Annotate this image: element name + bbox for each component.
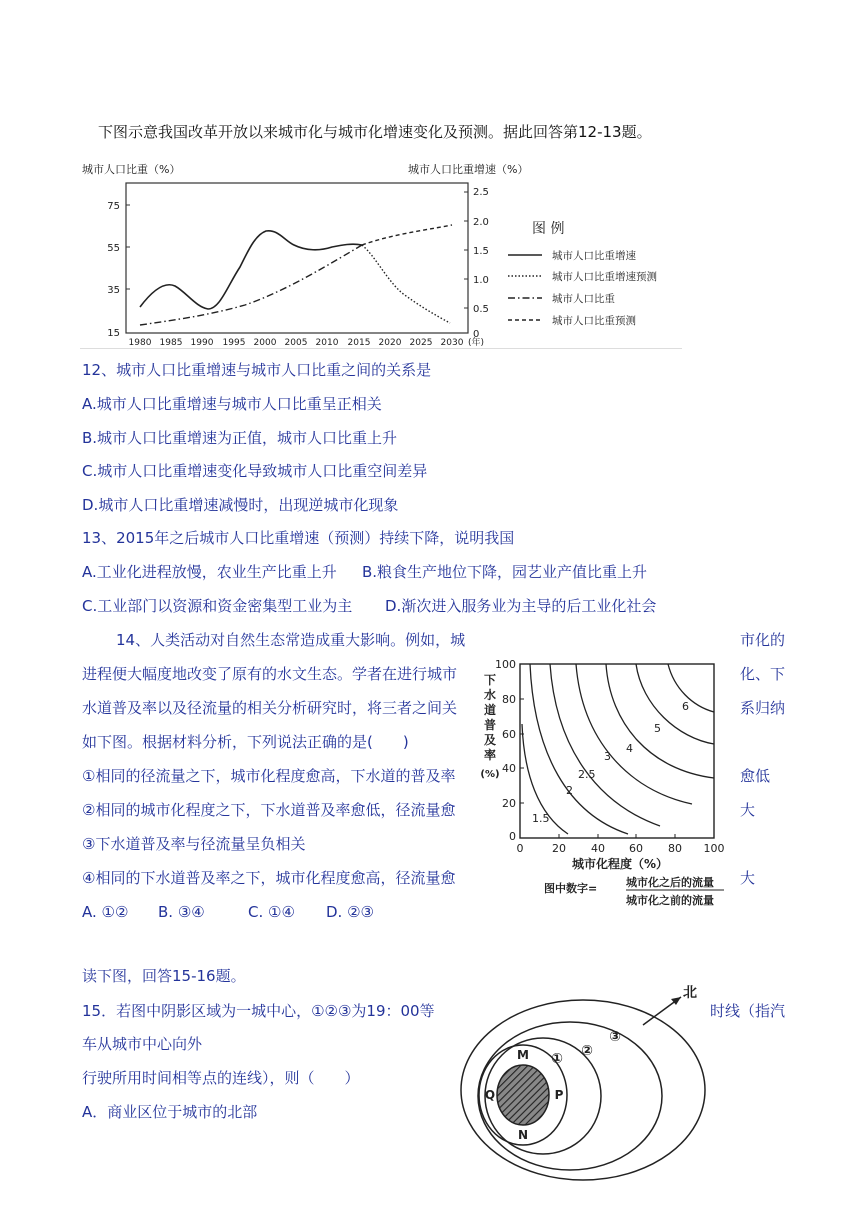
- q13-option-c: C.工业部门以资源和资金密集型工业为主: [82, 597, 353, 615]
- y-axis-label: [480, 672, 499, 780]
- plot-frame: [126, 183, 468, 333]
- svg-text:15: 15: [107, 328, 120, 339]
- intro-12-13: 下图示意我国改革开放以来城市化与城市化增速变化及预测。据此回答第12-13题。: [98, 123, 652, 141]
- x-unit: (年): [468, 338, 485, 348]
- q14-statement-4: ④相同的下水道普及率之下，城市化程度愈高，径流量愈: [82, 869, 456, 887]
- q12-stem: 12、城市人口比重增速与城市人口比重之间的关系是: [82, 361, 432, 379]
- svg-text:水: 水: [483, 688, 497, 702]
- svg-text:及: 及: [483, 733, 497, 747]
- svg-text:2: 2: [566, 784, 573, 797]
- q14-line1: 14、人类活动对自然生态常造成重大影响。例如，城: [116, 631, 466, 649]
- svg-text:1980: 1980: [128, 338, 152, 348]
- svg-text:100: 100: [703, 842, 725, 855]
- left-axis-label: 城市人口比重（%）: [82, 163, 181, 176]
- q15-option-a: A．商业区位于城市的北部: [82, 1103, 258, 1121]
- q13-option-a: A.工业化进程放慢，农业生产比重上升: [82, 563, 337, 581]
- left-ticks: [107, 201, 120, 339]
- q14-option-a: A. ①②: [82, 903, 129, 921]
- svg-text:1.5: 1.5: [473, 246, 489, 257]
- svg-text:道: 道: [483, 703, 497, 717]
- svg-text:①: ①: [551, 1051, 563, 1067]
- svg-text:1.5: 1.5: [532, 812, 550, 825]
- intro-15-16: 读下图，回答15-16题。: [82, 967, 246, 985]
- q13-stem: 13、2015年之后城市人口比重增速（预测）持续下降，说明我国: [82, 529, 515, 547]
- svg-text:1995: 1995: [222, 338, 246, 348]
- legend: [508, 249, 657, 327]
- svg-text:城市人口比重: 城市人口比重: [552, 293, 615, 305]
- svg-text:城市人口比重增速预测: 城市人口比重增速预测: [552, 271, 657, 283]
- q15-line2: 车从城市中心向外: [82, 1035, 203, 1053]
- q12-option-a: A.城市人口比重增速与城市人口比重呈正相关: [82, 395, 382, 413]
- svg-text:N: N: [517, 1128, 529, 1142]
- isochrone-labels: [551, 1029, 621, 1067]
- svg-text:②: ②: [581, 1043, 593, 1059]
- svg-text:Q: Q: [484, 1088, 496, 1102]
- q14-option-d: D. ②③: [326, 903, 374, 921]
- urbanization-chart: [80, 155, 690, 350]
- svg-text:2.5: 2.5: [473, 187, 489, 198]
- q12-option-d: D.城市人口比重增速减慢时，出现逆城市化现象: [82, 496, 399, 514]
- svg-text:35: 35: [107, 285, 120, 296]
- caption-denominator: 城市化之前的流量: [626, 894, 714, 907]
- divider: [80, 348, 682, 349]
- svg-text:2030: 2030: [440, 338, 464, 348]
- q14-statement-1: ①相同的径流量之下，城市化程度愈高，下水道的普及率: [82, 767, 456, 785]
- caption-lead: 图中数字=: [544, 882, 598, 895]
- svg-text:0.5: 0.5: [473, 304, 489, 315]
- svg-text:③: ③: [609, 1029, 621, 1045]
- q15-line1-tail: 时线（指汽: [710, 1002, 786, 1020]
- svg-text:6: 6: [682, 700, 689, 713]
- isochrone-map: [455, 975, 715, 1187]
- svg-text:55: 55: [107, 243, 120, 254]
- svg-text:60: 60: [502, 728, 516, 741]
- svg-text:40: 40: [502, 762, 516, 775]
- q14-statement-3: ③下水道普及率与径流量呈负相关: [82, 835, 306, 853]
- svg-text:2010: 2010: [315, 338, 339, 348]
- svg-text:1985: 1985: [159, 338, 183, 348]
- svg-text:1990: 1990: [190, 338, 214, 348]
- svg-text:75: 75: [107, 201, 120, 212]
- q12-option-b: B.城市人口比重增速为正值，城市人口比重上升: [82, 429, 398, 447]
- q14-line3: 水道普及率以及径流量的相关分析研究时，将三者之间关: [82, 699, 458, 717]
- q12-option-c: C.城市人口比重增速变化导致城市人口比重空间差异: [82, 462, 428, 480]
- svg-text:(%): (%): [480, 769, 500, 780]
- svg-text:城市人口比重预测: 城市人口比重预测: [552, 315, 636, 327]
- svg-text:60: 60: [629, 842, 643, 855]
- runoff-contour-chart: [478, 654, 734, 914]
- legend-title: 图 例: [532, 221, 565, 237]
- svg-text:M: M: [517, 1048, 529, 1062]
- q14-line4: 如下图。根据材料分析，下列说法正确的是( ): [82, 733, 409, 751]
- svg-text:2.0: 2.0: [473, 217, 489, 228]
- q14-statement-2-tail: 大: [740, 801, 756, 819]
- svg-text:80: 80: [502, 693, 516, 706]
- q14-statement-1-tail: 愈低: [740, 767, 771, 785]
- y-ticks: [495, 658, 516, 843]
- svg-text:20: 20: [502, 797, 516, 810]
- caption-numerator: 城市化之后的流量: [626, 876, 714, 889]
- svg-text:2025: 2025: [409, 338, 433, 348]
- svg-text:0: 0: [473, 329, 480, 340]
- svg-text:4: 4: [626, 742, 633, 755]
- svg-text:40: 40: [591, 842, 605, 855]
- growth-rate-line: [140, 231, 362, 309]
- q14-statement-4-tail: 大: [740, 869, 756, 887]
- q14-statement-2: ②相同的城市化程度之下，下水道普及率愈低，径流量愈: [82, 801, 456, 819]
- q14-option-c: C. ①④: [248, 903, 295, 921]
- urban-share-forecast-line: [362, 225, 452, 245]
- north-label: 北: [683, 985, 697, 1001]
- contour-lines: [522, 664, 714, 834]
- svg-text:2020: 2020: [378, 338, 402, 348]
- svg-text:1.0: 1.0: [473, 275, 489, 286]
- growth-rate-forecast-line: [362, 245, 450, 323]
- city-center-shaded: [497, 1065, 549, 1125]
- svg-text:2015: 2015: [347, 338, 371, 348]
- svg-text:3: 3: [604, 750, 611, 763]
- svg-text:2005: 2005: [284, 338, 308, 348]
- svg-text:20: 20: [552, 842, 566, 855]
- svg-text:100: 100: [495, 658, 516, 671]
- q15-line3: 行驶所用时间相等点的连线），则（ ）: [82, 1069, 360, 1087]
- svg-text:普: 普: [483, 718, 497, 732]
- q14-option-b: B. ③④: [158, 903, 205, 921]
- svg-text:P: P: [554, 1088, 564, 1102]
- q14-line2-tail: 化、下: [740, 665, 786, 683]
- x-axis-label: 城市化程度（%）: [572, 857, 669, 871]
- svg-text:0: 0: [516, 842, 524, 855]
- q14-line3-tail: 系归纳: [740, 699, 786, 717]
- q15-line1: 15．若图中阴影区域为一城中心，①②③为19：00等: [82, 1002, 435, 1020]
- svg-text:80: 80: [668, 842, 682, 855]
- svg-text:0: 0: [509, 830, 516, 843]
- q13-option-d: D.渐次进入服务业为主导的后工业化社会: [385, 597, 657, 615]
- right-ticks: [473, 187, 489, 340]
- q14-line1-tail: 市化的: [740, 631, 786, 649]
- svg-text:2.5: 2.5: [578, 768, 596, 781]
- svg-text:率: 率: [483, 748, 497, 762]
- svg-text:下: 下: [483, 673, 497, 687]
- svg-text:2000: 2000: [253, 338, 277, 348]
- svg-text:城市人口比重增速: 城市人口比重增速: [552, 250, 636, 262]
- svg-text:5: 5: [654, 722, 661, 735]
- q14-line2: 进程便大幅度地改变了原有的水文生态。学者在进行城市: [82, 665, 458, 683]
- q13-option-b: B.粮食生产地位下降，园艺业产值比重上升: [362, 563, 648, 581]
- right-axis-label: 城市人口比重增速（%）: [408, 163, 529, 176]
- x-ticks: [129, 338, 464, 348]
- x-ticks: [517, 842, 725, 855]
